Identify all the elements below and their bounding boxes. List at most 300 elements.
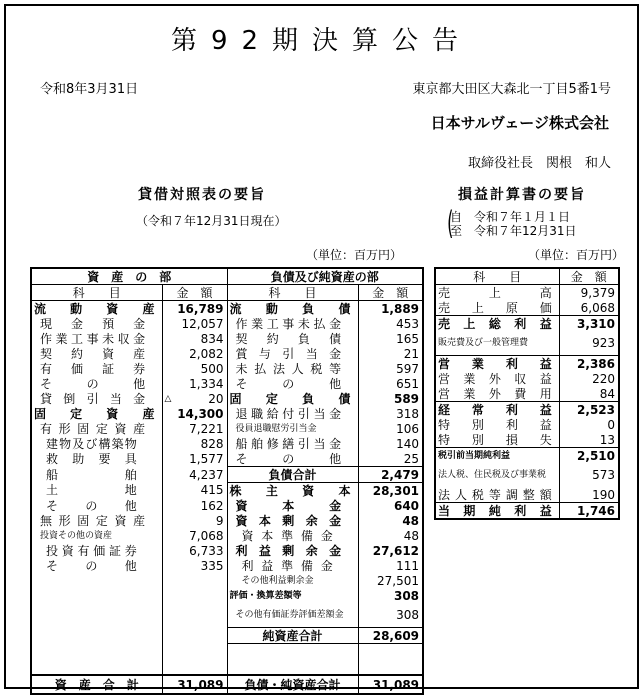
totals-row xyxy=(31,675,423,694)
asset-item xyxy=(31,498,162,513)
row-value: 2,386 xyxy=(577,356,615,371)
liability-item xyxy=(227,361,358,376)
liability-item xyxy=(227,644,358,660)
row-label: 営業利益 xyxy=(438,356,552,371)
row-label: 純資産合計 xyxy=(262,628,323,643)
asset-amount xyxy=(162,588,227,603)
asset-item xyxy=(31,483,162,499)
row-value: 12,057 xyxy=(181,316,224,331)
asset-amount xyxy=(162,528,227,543)
row-label: 投資その他の資産 xyxy=(40,530,113,541)
table-row xyxy=(31,361,423,376)
asset-item xyxy=(31,316,162,331)
pl-amount xyxy=(559,285,619,301)
row-label: 有価証券 xyxy=(40,361,146,376)
income-statement-title: 損益計算書の要旨 xyxy=(458,187,586,203)
assets-section-header: 資 産 の 部 xyxy=(31,268,227,285)
table-row xyxy=(31,346,423,361)
table-row xyxy=(31,498,423,513)
pl-item xyxy=(435,356,559,372)
liability-item xyxy=(227,628,358,644)
liability-item xyxy=(227,301,358,317)
row-label: 売上原価 xyxy=(438,300,552,315)
liability-item xyxy=(227,558,358,573)
table-row xyxy=(31,467,423,483)
liability-item xyxy=(227,346,358,361)
asset-item xyxy=(31,644,162,660)
row-label: 売上高 xyxy=(438,285,552,300)
row-label: 営業外収益 xyxy=(438,371,552,386)
row-value: 48 xyxy=(403,528,420,543)
liability-item xyxy=(227,513,358,528)
row-value: 453 xyxy=(396,316,420,331)
asset-amount xyxy=(162,573,227,588)
row-label: 販売費及び一般管理費 xyxy=(438,338,529,348)
pl-item xyxy=(435,402,559,418)
asset-amount xyxy=(162,659,227,675)
asset-amount xyxy=(162,301,227,317)
pl-item xyxy=(435,386,559,402)
liability-amount xyxy=(358,467,423,483)
table-row xyxy=(435,386,619,402)
asset-item xyxy=(31,513,162,528)
table-row xyxy=(31,391,423,406)
table-row xyxy=(435,417,619,432)
pl-item xyxy=(435,503,559,520)
pl-amount xyxy=(559,417,619,432)
asset-item xyxy=(31,528,162,543)
liability-amount xyxy=(358,603,423,628)
asset-item xyxy=(31,603,162,628)
row-label: 未払法人税等 xyxy=(235,361,342,376)
asset-item xyxy=(31,588,162,603)
income-statement-table xyxy=(434,267,620,520)
pl-amount-header: 金 額 xyxy=(559,268,619,285)
liability-amount xyxy=(358,573,423,588)
asset-item xyxy=(31,346,162,361)
table-row xyxy=(31,376,423,391)
row-label: 船舶修繕引当金 xyxy=(235,436,342,451)
row-label: 税引前当期純利益 xyxy=(438,450,511,461)
row-value: 0 xyxy=(607,417,615,432)
row-label: 当期純利益 xyxy=(438,503,552,518)
row-value: 7,068 xyxy=(189,528,224,543)
row-value: 6,068 xyxy=(580,300,615,315)
row-label: 契約負債 xyxy=(235,331,342,346)
row-value: 318 xyxy=(396,406,420,421)
assets-total-label: 資 産 合 計 xyxy=(31,675,162,694)
table-row xyxy=(31,406,423,421)
row-value: 27,612 xyxy=(372,543,420,558)
liability-item xyxy=(227,659,358,675)
liability-amount xyxy=(358,436,423,451)
pl-amount xyxy=(559,356,619,372)
liability-amount xyxy=(358,346,423,361)
asset-amount xyxy=(162,483,227,499)
table-row xyxy=(435,402,619,418)
row-value: 308 xyxy=(396,608,420,622)
pl-item xyxy=(435,300,559,316)
liability-amount xyxy=(358,451,423,467)
row-label: 固定負債 xyxy=(229,391,351,406)
row-label: 法人税等調整額 xyxy=(438,487,552,502)
asset-amount xyxy=(162,361,227,376)
table-row xyxy=(31,573,423,588)
row-label: 利益準備金 xyxy=(241,558,333,573)
period-brace: ( xyxy=(447,204,454,242)
asset-amount xyxy=(162,644,227,660)
negative-mark: △ xyxy=(164,393,172,404)
row-value: 25 xyxy=(403,451,420,466)
row-label: 土地 xyxy=(46,483,137,498)
liability-amount xyxy=(358,391,423,406)
liability-amount xyxy=(358,628,423,644)
table-row xyxy=(31,513,423,528)
row-label: その他 xyxy=(46,498,137,513)
asset-item xyxy=(31,659,162,675)
row-value: 335 xyxy=(200,558,224,573)
row-value: 3,310 xyxy=(577,316,615,331)
table-row xyxy=(435,463,619,487)
row-value: 9,379 xyxy=(580,285,615,300)
liab-total-label: 負債・純資産合計 xyxy=(227,675,358,694)
asset-item xyxy=(31,391,162,406)
row-value: 28,301 xyxy=(372,483,420,498)
row-label: 法人税、住民税及び事業税 xyxy=(438,470,547,480)
liability-amount xyxy=(358,376,423,391)
table-row xyxy=(435,432,619,448)
pl-amount xyxy=(559,448,619,464)
row-value: 923 xyxy=(592,336,615,350)
row-value: 651 xyxy=(396,376,420,391)
row-label: 売上総利益 xyxy=(438,316,552,331)
table-row xyxy=(31,483,423,499)
row-label: その他 xyxy=(235,451,342,466)
table-row xyxy=(31,543,423,558)
row-value: 597 xyxy=(396,361,420,376)
asset-item xyxy=(31,406,162,421)
row-label: 賞与引当金 xyxy=(235,346,342,361)
table-row xyxy=(31,603,423,628)
asset-amount xyxy=(162,513,227,528)
row-value: 1,889 xyxy=(381,301,420,316)
liabilities-amount-header: 金 額 xyxy=(358,285,423,301)
liability-amount xyxy=(358,331,423,346)
pl-amount xyxy=(559,386,619,402)
table-row xyxy=(31,558,423,573)
liability-item xyxy=(227,421,358,436)
row-label: 資本準備金 xyxy=(241,528,333,543)
liability-item xyxy=(227,483,358,499)
asset-item xyxy=(31,376,162,391)
asset-amount xyxy=(162,421,227,436)
liability-item xyxy=(227,543,358,558)
table-row xyxy=(435,331,619,356)
balance-sheet-date: （令和７年12月31日現在） xyxy=(136,214,287,228)
liability-item xyxy=(227,573,358,588)
assets-total-value: 31,089 xyxy=(162,675,227,694)
liability-amount xyxy=(358,483,423,499)
row-label: 流動資産 xyxy=(34,301,155,316)
asset-amount xyxy=(162,543,227,558)
company-address: 東京都大田区大森北一丁目5番1号 xyxy=(412,82,611,97)
assets-item-header: 科 目 xyxy=(31,285,162,301)
pl-item xyxy=(435,331,559,356)
row-label: 無形固定資産 xyxy=(40,513,146,528)
asset-item xyxy=(31,628,162,644)
pl-amount xyxy=(559,331,619,356)
pl-amount xyxy=(559,487,619,503)
row-value: 9 xyxy=(215,513,224,528)
liability-item xyxy=(227,498,358,513)
row-value: 640 xyxy=(393,498,420,513)
income-statement-period xyxy=(447,204,577,242)
row-value: 308 xyxy=(393,588,420,603)
asset-amount xyxy=(162,451,227,467)
row-value: 48 xyxy=(402,513,420,528)
liability-item xyxy=(227,603,358,628)
row-value: 28,609 xyxy=(372,628,420,643)
row-value: 162 xyxy=(200,498,224,513)
table-row xyxy=(435,300,619,316)
row-label: 救助要具 xyxy=(46,451,137,466)
liabilities-section-header: 負債及び純資産の部 xyxy=(227,268,423,285)
table-row xyxy=(31,528,423,543)
row-label: 資本金 xyxy=(235,498,342,513)
row-value: 190 xyxy=(592,487,615,502)
row-label: 退職給付引当金 xyxy=(235,406,342,421)
table-row xyxy=(31,436,423,451)
row-value: 111 xyxy=(396,558,420,573)
row-label: その他 xyxy=(40,376,146,391)
row-label: その他 xyxy=(46,558,137,573)
row-value: 1,577 xyxy=(189,451,224,466)
table-row xyxy=(31,451,423,467)
liability-item xyxy=(227,528,358,543)
row-value: 2,479 xyxy=(381,467,420,482)
liability-amount xyxy=(358,316,423,331)
row-label: 資本剰余金 xyxy=(235,513,342,528)
income-statement-unit: （単位：百万円） xyxy=(528,248,625,262)
notice-document xyxy=(4,4,639,692)
asset-amount xyxy=(162,316,227,331)
row-value: 500 xyxy=(200,361,224,376)
pl-amount xyxy=(559,300,619,316)
table-row xyxy=(31,331,423,346)
liability-amount xyxy=(358,513,423,528)
asset-item xyxy=(31,331,162,346)
liability-amount xyxy=(358,543,423,558)
row-value: 140 xyxy=(396,436,420,451)
row-label: 船舶 xyxy=(46,467,137,482)
row-value: 7,221 xyxy=(189,421,224,436)
table-row xyxy=(31,588,423,603)
pl-item xyxy=(435,285,559,301)
row-value: 84 xyxy=(599,386,615,401)
table-row xyxy=(31,421,423,436)
asset-amount xyxy=(162,376,227,391)
table-row xyxy=(31,628,423,644)
pl-item xyxy=(435,371,559,386)
row-value: 16,789 xyxy=(177,301,224,316)
row-label: その他有価証券評価差額金 xyxy=(235,610,344,620)
row-value: 828 xyxy=(200,436,224,451)
pl-amount xyxy=(559,316,619,332)
asset-amount xyxy=(162,346,227,361)
row-value: 220 xyxy=(592,371,615,386)
period-to: 至 令和７年12月31日 xyxy=(450,224,577,238)
liability-item xyxy=(227,316,358,331)
asset-item xyxy=(31,451,162,467)
row-value: 13 xyxy=(599,432,615,447)
asset-amount xyxy=(162,467,227,483)
row-label: 固定資産 xyxy=(34,406,155,421)
asset-amount xyxy=(162,603,227,628)
row-value: 27,501 xyxy=(377,573,420,588)
pl-item xyxy=(435,487,559,503)
liability-amount xyxy=(358,644,423,660)
period-from: 自 令和７年１月１日 xyxy=(450,210,571,224)
asset-amount xyxy=(162,558,227,573)
row-value: 4,237 xyxy=(189,467,224,482)
asset-item xyxy=(31,361,162,376)
row-label: 特別利益 xyxy=(438,417,552,432)
row-value: 14,300 xyxy=(177,406,224,421)
assets-amount-header: 金 額 xyxy=(162,285,227,301)
row-value: 1,746 xyxy=(577,503,615,518)
table-row xyxy=(31,644,423,660)
asset-amount xyxy=(162,331,227,346)
asset-item xyxy=(31,558,162,573)
row-label: 評価・換算差額等 xyxy=(229,590,302,601)
row-label: 現金預金 xyxy=(40,316,146,331)
liability-amount xyxy=(358,498,423,513)
liability-item xyxy=(227,376,358,391)
liability-item xyxy=(227,451,358,467)
balance-sheet-title: 貸借対照表の要旨 xyxy=(138,187,266,203)
row-value: 834 xyxy=(200,331,224,346)
row-value: 21 xyxy=(403,346,420,361)
pl-amount xyxy=(559,371,619,386)
row-label: 契約資産 xyxy=(40,346,146,361)
liability-amount xyxy=(358,588,423,603)
asset-amount xyxy=(162,628,227,644)
liability-item xyxy=(227,391,358,406)
row-value: 573 xyxy=(592,468,615,482)
liability-amount xyxy=(358,301,423,317)
row-label: 建物及び構築物 xyxy=(46,436,137,451)
representative: 取締役社長 関根 和人 xyxy=(467,156,611,171)
row-label: 利益剰余金 xyxy=(235,543,342,558)
pl-item xyxy=(435,448,559,464)
row-value: 2,510 xyxy=(577,448,615,463)
table-row xyxy=(435,316,619,332)
row-label: 作業工事未払金 xyxy=(235,316,342,331)
row-value: 2,082 xyxy=(189,346,224,361)
row-label: 負債合計 xyxy=(268,467,317,482)
liability-amount xyxy=(358,361,423,376)
table-row xyxy=(31,316,423,331)
liability-item xyxy=(227,467,358,483)
asset-item xyxy=(31,301,162,317)
liability-item xyxy=(227,436,358,451)
liability-amount xyxy=(358,406,423,421)
notice-title: 第92期決算公告 xyxy=(170,26,473,56)
liability-amount xyxy=(358,421,423,436)
pl-item xyxy=(435,316,559,332)
row-label: 特別損失 xyxy=(438,432,552,447)
company-name: 日本サルヴェージ株式会社 xyxy=(430,114,609,132)
asset-amount xyxy=(162,498,227,513)
table-row xyxy=(31,659,423,675)
row-label: 株主資本 xyxy=(229,483,351,498)
row-value: 106 xyxy=(396,421,420,436)
table-row xyxy=(435,448,619,464)
pl-item xyxy=(435,463,559,487)
row-value: 589 xyxy=(393,391,420,406)
row-label: 貸倒引当金 xyxy=(40,391,146,406)
asset-item xyxy=(31,467,162,483)
asset-item xyxy=(31,421,162,436)
notice-date: 令和8年3月31日 xyxy=(40,82,139,97)
liability-item xyxy=(227,331,358,346)
liability-item xyxy=(227,588,358,603)
balance-sheet-table xyxy=(30,267,424,695)
row-label: 投資有価証券 xyxy=(46,543,137,558)
pl-amount xyxy=(559,432,619,448)
row-value: 165 xyxy=(396,331,420,346)
asset-amount xyxy=(162,436,227,451)
row-label: 流動負債 xyxy=(229,301,351,316)
pl-item xyxy=(435,417,559,432)
pl-amount xyxy=(559,463,619,487)
table-row xyxy=(435,356,619,372)
liability-amount xyxy=(358,528,423,543)
row-value: 1,334 xyxy=(189,376,224,391)
row-label: 有形固定資産 xyxy=(40,421,146,436)
row-label: 経常利益 xyxy=(438,402,552,417)
pl-amount xyxy=(559,503,619,520)
row-label: 作業工事未収金 xyxy=(40,331,146,346)
table-row xyxy=(435,371,619,386)
balance-sheet-unit: （単位：百万円） xyxy=(306,248,403,262)
row-label: その他 xyxy=(235,376,342,391)
pl-item xyxy=(435,432,559,448)
liability-item xyxy=(227,406,358,421)
table-row xyxy=(435,487,619,503)
row-label: 役員退職慰労引当金 xyxy=(235,423,317,434)
asset-amount xyxy=(162,391,227,406)
table-row xyxy=(31,301,423,317)
liab-total-value: 31,089 xyxy=(358,675,423,694)
liability-amount xyxy=(358,558,423,573)
asset-item xyxy=(31,573,162,588)
liabilities-item-header: 科 目 xyxy=(227,285,358,301)
asset-item xyxy=(31,436,162,451)
pl-item-header: 科 目 xyxy=(435,268,559,285)
pl-amount xyxy=(559,402,619,418)
row-value: 6,733 xyxy=(189,543,224,558)
row-label: その他利益剰余金 xyxy=(241,575,314,586)
table-row xyxy=(435,503,619,520)
asset-item xyxy=(31,543,162,558)
row-value: 2,523 xyxy=(577,402,615,417)
liability-amount xyxy=(358,659,423,675)
asset-amount xyxy=(162,406,227,421)
row-value: 415 xyxy=(200,483,224,498)
table-row xyxy=(435,285,619,301)
row-label: 営業外費用 xyxy=(438,386,552,401)
